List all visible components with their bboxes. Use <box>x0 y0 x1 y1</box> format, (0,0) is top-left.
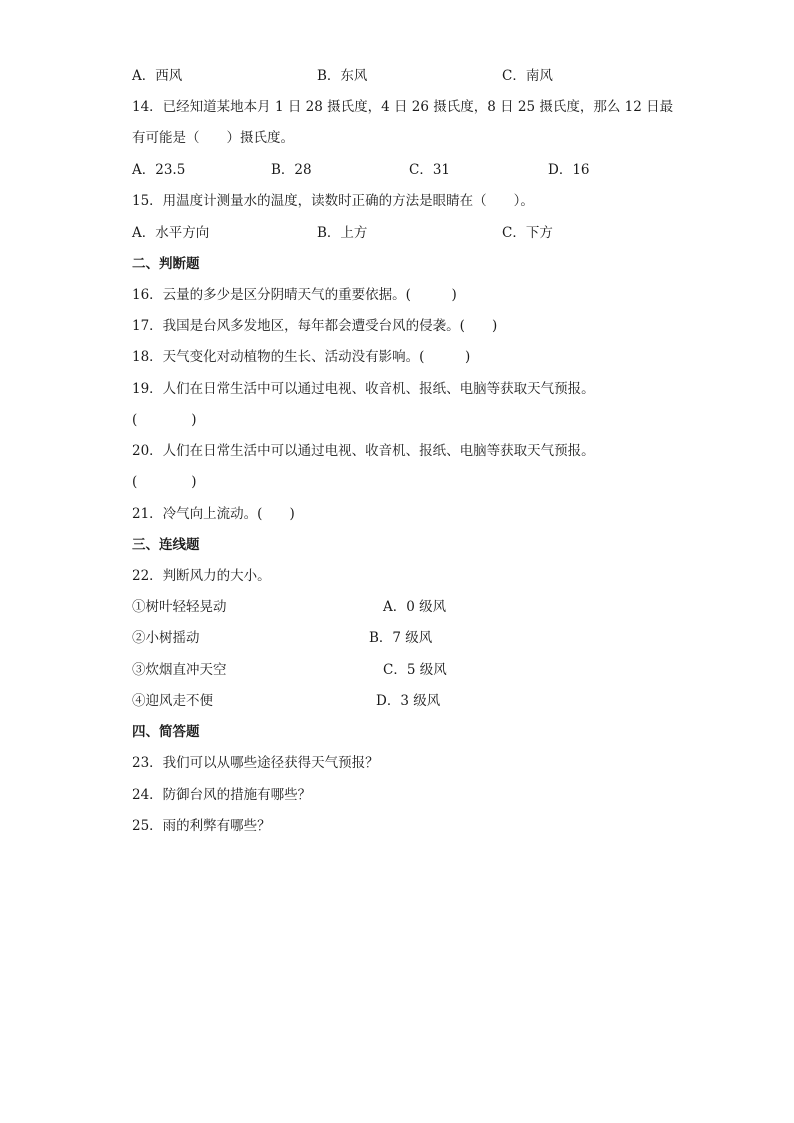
q17-text: 17．我国是台风多发地区，每年都会遭受台风的侵袭。( ) <box>132 318 498 334</box>
q19-answer-blank: ( ) <box>132 412 197 428</box>
q14-text-line2: 有可能是（ ）摄氏度。 <box>132 130 294 146</box>
section-heading-judgement: 二、判断题 <box>132 256 200 272</box>
q22-left-item-4: ④迎风走不便 <box>132 693 213 709</box>
q14-option-d: D．16 <box>548 162 590 178</box>
q22-left-item-2: ②小树摇动 <box>132 630 200 646</box>
section-heading-short-answer: 四、简答题 <box>132 724 200 740</box>
q22-left-item-1: ①树叶轻轻晃动 <box>132 599 227 615</box>
q22-text: 22．判断风力的大小。 <box>132 568 271 584</box>
q22-right-item-b: B．7 级风 <box>369 630 433 646</box>
q14-option-b: B．28 <box>271 162 312 178</box>
q22-right-item-d: D．3 级风 <box>376 693 441 709</box>
q16-text: 16．云量的多少是区分阴晴天气的重要依据。( ) <box>132 287 457 303</box>
q19-text: 19．人们在日常生活中可以通过电视、收音机、报纸、电脑等获取天气预报。 <box>132 381 595 397</box>
q22-right-item-c: C．5 级风 <box>383 662 447 678</box>
q13-option-c: C．南风 <box>502 68 553 84</box>
q21-text: 21．冷气向上流动。( ) <box>132 506 295 522</box>
q15-option-c: C．下方 <box>502 225 553 241</box>
q14-option-a: A．23.5 <box>132 162 186 178</box>
q15-text: 15．用温度计测量水的温度，读数时正确的方法是眼睛在（ ）。 <box>132 193 534 209</box>
q22-right-item-a: A．0 级风 <box>383 599 447 615</box>
q15-option-a: A．水平方向 <box>132 225 210 241</box>
q24-text: 24．防御台风的措施有哪些？ <box>132 787 312 803</box>
q20-answer-blank: ( ) <box>132 474 197 490</box>
section-heading-matching: 三、连线题 <box>132 537 200 553</box>
q14-text-line1: 14．已经知道某地本月 1 日 28 摄氏度，4 日 26 摄氏度，8 日 25 摄氏度，那么 12 日最 <box>132 99 674 115</box>
q13-option-a: A．西风 <box>132 68 183 84</box>
q23-text: 23．我们可以从哪些途径获得天气预报？ <box>132 755 379 771</box>
q22-left-item-3: ③炊烟直冲天空 <box>132 662 227 678</box>
q25-text: 25．雨的利弊有哪些？ <box>132 818 271 834</box>
q18-text: 18．天气变化对动植物的生长、活动没有影响。( ) <box>132 349 471 365</box>
q13-option-b: B．东风 <box>317 68 368 84</box>
q14-option-c: C．31 <box>409 162 451 178</box>
q20-text: 20．人们在日常生活中可以通过电视、收音机、报纸、电脑等获取天气预报。 <box>132 443 595 459</box>
q15-option-b: B．上方 <box>317 225 368 241</box>
